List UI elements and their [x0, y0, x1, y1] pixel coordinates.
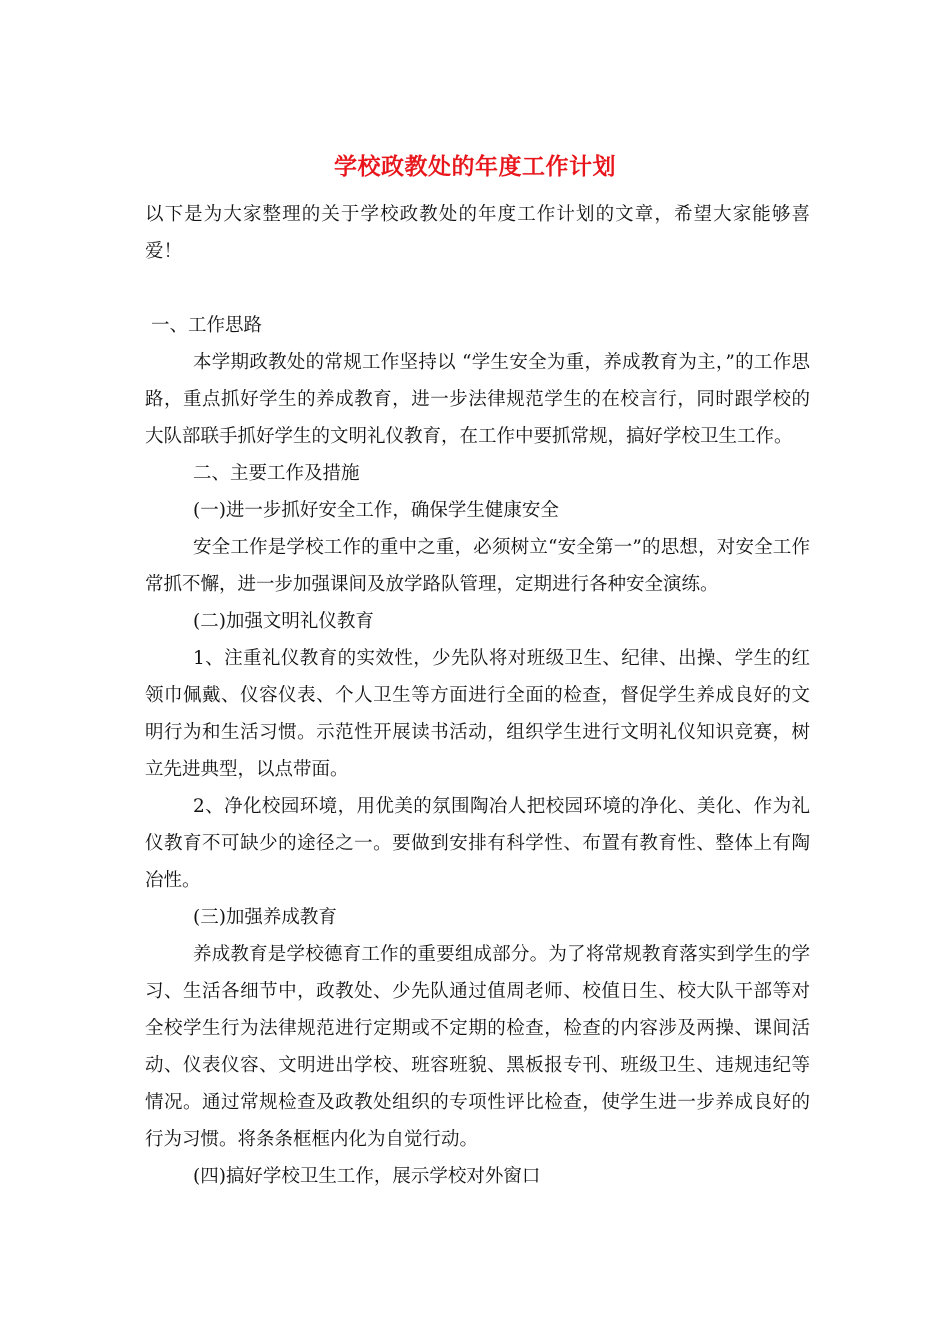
subsection-heading-2: (二)加强文明礼仪教育 [193, 611, 374, 632]
list-item-2: 2、净化校园环境，用优美的氛围陶冶人把校园环境的净化、美化、作为礼仪教育不可缺少的途径之一。要做到安排有科学性、布置有教育性、整体上有陶冶性。 [145, 796, 810, 891]
subsection-paragraph-3: 养成教育是学校德育工作的重要组成部分。为了将常规教育落实到学生的学习、生活各细节中，政教处、少先队通过值周老师、校值日生、校大队干部等对全校学生行为法律规范进行定期或不定期的检查，检查的内容涉及两操、课间活动、仪表仪容、文明进出学校、班容班貌、黑板报专刊、班级卫生、违规违纪等情况。通过常规检查及政教处组织的专项性评比检查，使学生进一步养成良好的行为习惯。将条条框框内化为自觉行动。 [145, 944, 810, 1150]
subsection-heading-4: (四)搞好学校卫生工作，展示学校对外窗口 [193, 1166, 541, 1187]
document-body [145, 196, 810, 1195]
intro-paragraph: 以下是为大家整理的关于学校政教处的年度工作计划的文章，希望大家能够喜爱！ [145, 204, 810, 262]
list-item-1: 1、注重礼仪教育的实效性，少先队将对班级卫生、纪律、出操、学生的红领巾佩戴、仪容仪表、个人卫生等方面进行全面的检查，督促学生养成良好的文明行为和生活习惯。示范性开展读书活动，组织学生进行文明礼仪知识竞赛，树立先进典型，以点带面。 [145, 648, 810, 780]
subsection-heading-1: (一)进一步抓好安全工作，确保学生健康安全 [193, 500, 559, 521]
document-title: 学校政教处的年度工作计划 [334, 153, 616, 180]
subsection-heading-3: (三)加强养成教育 [193, 907, 337, 928]
subsection-paragraph-1: 安全工作是学校工作的重中之重，必须树立“安全第一”的思想，对安全工作常抓不懈，进一步加强课间及放学路队管理，定期进行各种安全演练。 [145, 537, 810, 595]
section-heading-1: 一、工作思路 [151, 315, 263, 336]
section-heading-2: 二、主要工作及措施 [193, 463, 360, 484]
section-paragraph-1: 本学期政教处的常规工作坚持以 “学生安全为重，养成教育为主，”的工作思路，重点抓好学生的养成教育，进一步法律规范学生的在校言行，同时跟学校的大队部联手抓好学生的文明礼仪教育，在工作中要抓常规，搞好学校卫生工作。 [145, 352, 810, 447]
